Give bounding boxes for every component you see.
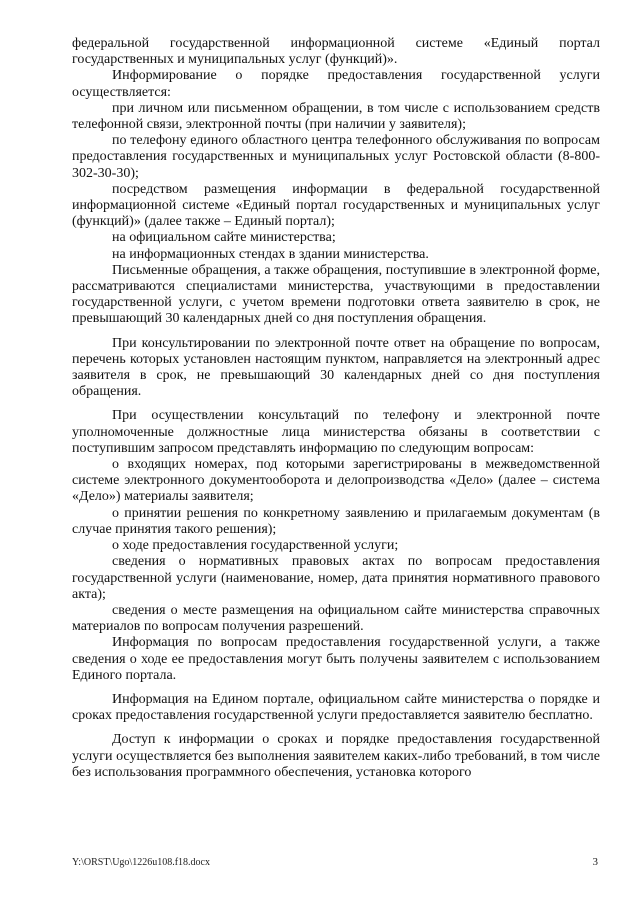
paragraph: сведения о месте размещения на официальном сайте министерства справочных материалов по вопросам получения разрешений. [72, 602, 600, 635]
paragraph: Информирование о порядке предоставления государственной услуги осуществляется: [72, 68, 600, 100]
paragraph: по телефону единого областного центра телефонного обслуживания по вопросам предоставления государственных и муниципальных услуг Ростовской области (8-800-302-30-30); [72, 133, 600, 181]
paragraph: При консультировании по электронной почте ответ на обращение по вопросам, перечень которых установлен настоящим пунктом, направляется на электронный адрес заявителя в срок, не превышающий 30 календарных дней со дня поступления обращения. [72, 335, 600, 400]
paragraph: при личном или письменном обращении, в том числе с использованием средств телефонной связи, электронной почты (при наличии у заявителя); [72, 100, 600, 133]
paragraph: о входящих номерах, под которыми зарегистрированы в межведомственной системе электронного документооборота и делопроизводства «Дело» (далее – система «Дело») материалы заявителя; [72, 457, 600, 505]
page-number: 3 [592, 856, 598, 868]
paragraph: федеральной государственной информационной системе «Единый портал государственных и муниципальных услуг (функций)». [72, 36, 600, 68]
paragraph: сведения о нормативных правовых актах по вопросам предоставления государственной услуги (наименование, номер, дата принятия нормативного правового акта); [72, 554, 600, 602]
paragraph: Доступ к информации о сроках и порядке предоставления государственной услуги осуществляется без выполнения заявителем каких-либо требований, в том числе без использования программного обеспечения, установка которого [72, 732, 600, 780]
paragraph: При осуществлении консультаций по телефону и электронной почте уполномоченные должностные лица министерства обязаны в соответствии с поступившим запросом представлять информацию по следующим вопросам: [72, 408, 600, 456]
paragraph: на официальном сайте министерства; [112, 230, 336, 246]
paragraph: Информация по вопросам предоставления государственной услуги, а также сведения о ходе ее предоставления могут быть получены заявителем с использованием Единого портала. [72, 635, 600, 683]
document-body [72, 36, 600, 781]
paragraph: о принятии решения по конкретному заявлению и прилагаемым документам (в случае принятия такого решения); [72, 505, 600, 537]
paragraph: Информация на Едином портале, официальном сайте министерства о порядке и сроках предоставления государственной услуги предоставляется заявителю бесплатно. [72, 691, 600, 724]
footer-file-path: Y:\ORST\Ugo\1226u108.f18.docx [72, 857, 210, 868]
paragraph: Письменные обращения, а также обращения, поступившие в электронной форме, рассматриваются специалистами министерства, участвующими в предоставлении государственной услуги, с учетом времени подготовки ответа заявителю в срок, не превышающий 30 календарных дней со дня поступления обращения. [72, 262, 600, 327]
paragraph: о ходе предоставления государственной услуги; [112, 538, 399, 554]
paragraph: на информационных стендах в здании министерства. [112, 246, 429, 262]
paragraph: посредством размещения информации в федеральной государственной информационной системе «Единый портал государственных и муниципальных услуг (функций)» (далее также – Единый портал); [72, 181, 600, 230]
